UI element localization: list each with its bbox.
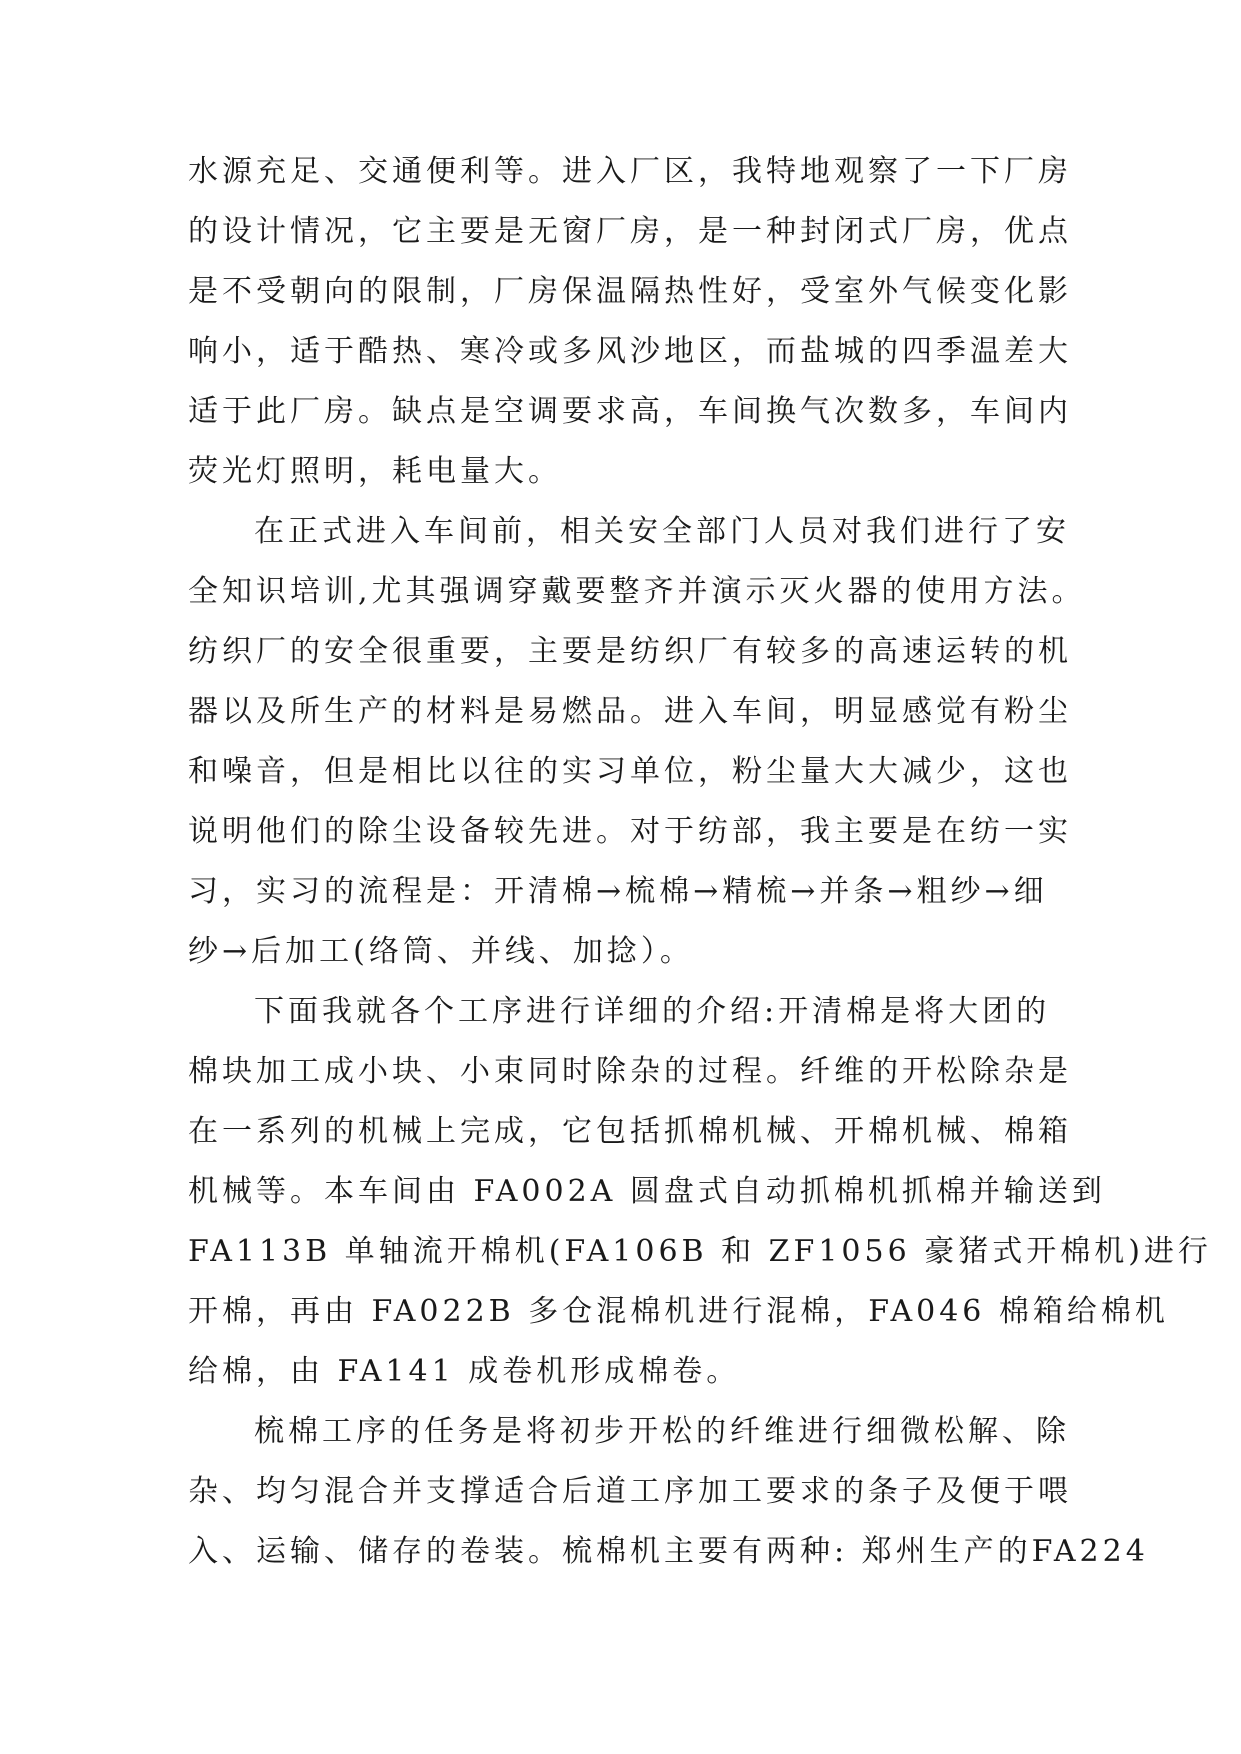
text-line: 水源充足、交通便利等。进入厂区，我特地观察了一下厂房: [188, 154, 1072, 189]
text-line: 杂、均匀混合并支撑适合后道工序加工要求的条子及便于喂: [188, 1474, 1072, 1509]
text-line: 说明他们的除尘设备较先进。对于纺部，我主要是在纺一实: [188, 814, 1072, 849]
text-line: 机械等。本车间由 FA002A 圆盘式自动抓棉机抓棉并输送到: [188, 1174, 1106, 1209]
text-line: 全知识培训,尤其强调穿戴要整齐并演示灭火器的使用方法。: [188, 574, 1086, 609]
paragraph-factory-building: [188, 142, 1072, 502]
text-line: 给棉，由 FA141 成卷机形成棉卷。: [188, 1354, 741, 1389]
text-line: 和噪音，但是相比以往的实习单位，粉尘量大大减少，这也: [188, 754, 1072, 789]
document-page: [188, 142, 1212, 1582]
paragraph-opening-cleaning: [188, 982, 1212, 1402]
text-line: 的设计情况，它主要是无窗厂房，是一种封闭式厂房，优点: [188, 214, 1072, 249]
text-line: 响小，适于酷热、寒冷或多风沙地区，而盐城的四季温差大: [188, 334, 1072, 369]
paragraph-safety-training: [188, 502, 1086, 982]
text-line: 是不受朝向的限制，厂房保温隔热性好，受室外气候变化影: [188, 274, 1072, 309]
text-line: 纺织厂的安全很重要，主要是纺织厂有较多的高速运转的机: [188, 634, 1072, 669]
text-line: 梳棉工序的任务是将初步开松的纤维进行细微松解、除: [254, 1414, 1070, 1449]
text-line: 习，实习的流程是：开清棉→梳棉→精梳→并条→粗纱→细: [188, 874, 1048, 909]
text-line: 在一系列的机械上完成，它包括抓棉机械、开棉机械、棉箱: [188, 1114, 1072, 1149]
text-line: 入、运输、储存的卷装。梳棉机主要有两种: 郑州生产的FA224: [188, 1534, 1149, 1569]
text-line: 开棉，再由 FA022B 多仓混棉机进行混棉，FA046 棉箱给棉机: [188, 1294, 1169, 1329]
text-line: 下面我就各个工序进行详细的介绍:开清棉是将大团的: [254, 994, 1051, 1029]
text-line: 在正式进入车间前，相关安全部门人员对我们进行了安: [254, 514, 1070, 549]
text-line: 适于此厂房。缺点是空调要求高，车间换气次数多，车间内: [188, 394, 1072, 429]
text-line: 纱→后加工(络筒、并线、加捻）。: [188, 934, 694, 969]
text-line: 器以及所生产的材料是易燃品。进入车间，明显感觉有粉尘: [188, 694, 1072, 729]
paragraph-carding: [188, 1402, 1149, 1582]
text-line: 荧光灯照明，耗电量大。: [188, 454, 562, 489]
text-line: FA113B 单轴流开棉机(FA106B 和 ZF1056 豪猪式开棉机)进行: [188, 1234, 1212, 1269]
text-line: 棉块加工成小块、小束同时除杂的过程。纤维的开松除杂是: [188, 1054, 1072, 1089]
